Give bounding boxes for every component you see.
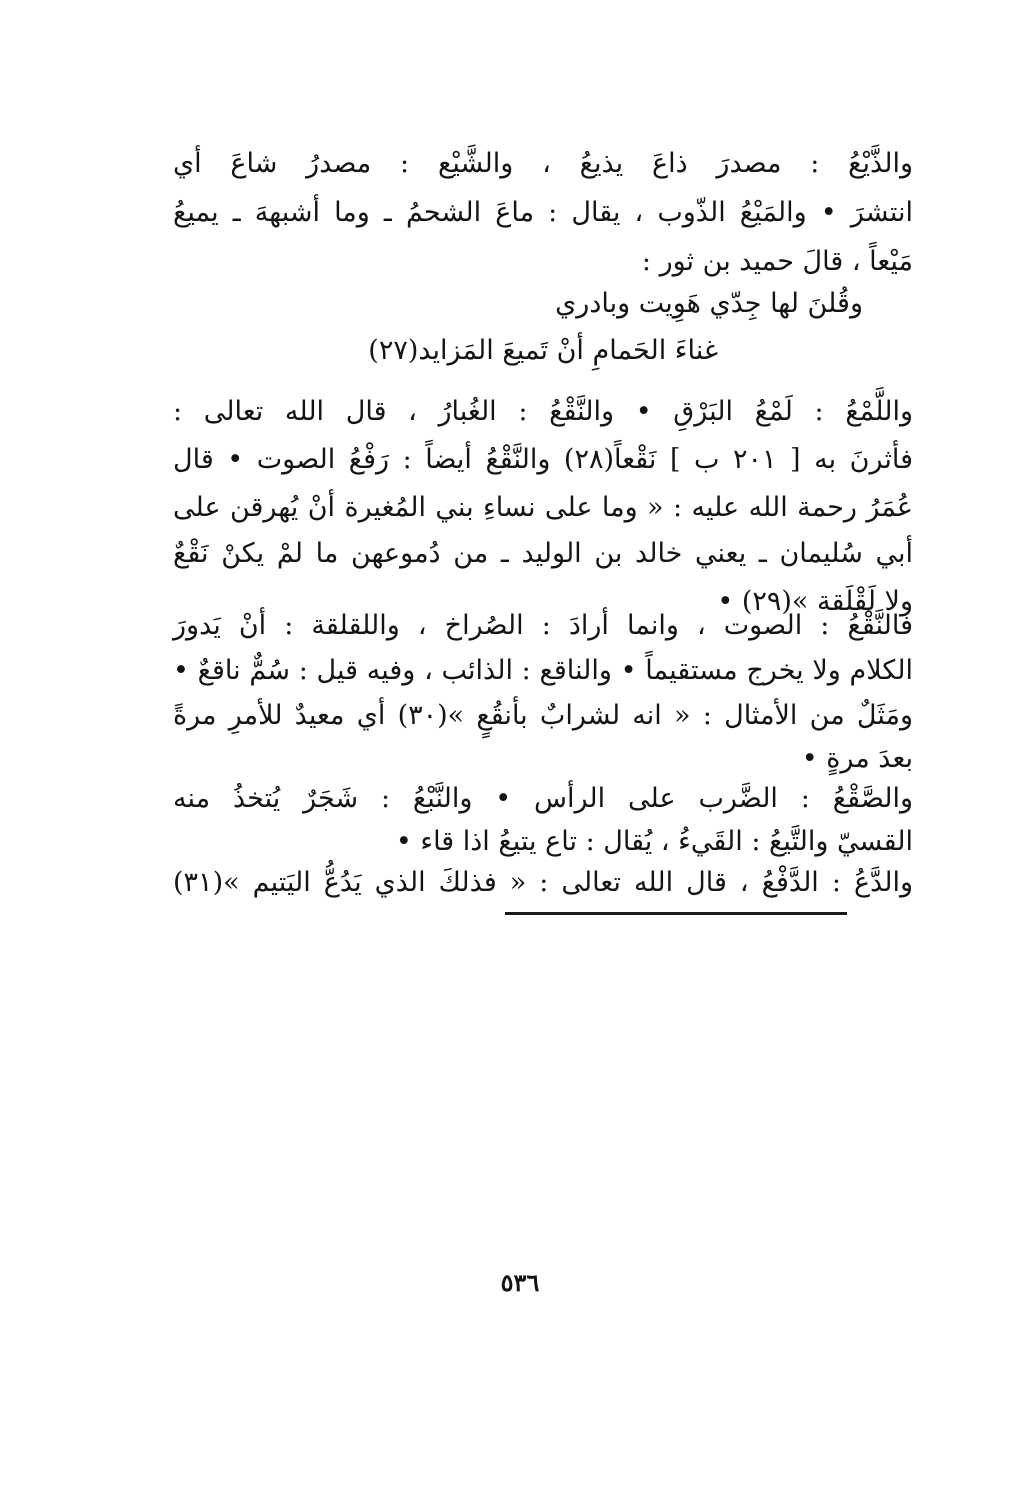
text-line-2: انتشرَ • والمَيْعُ الذّوب ، يقال : ماعَ الشحمُ ـ وما أشبههَ ـ يميعُ [173, 197, 913, 228]
text-line-12: الكلام ولا يخرج مستقيماً • والناقع : الذائب ، وفيه قيل : سُمٌّ ناقعٌ • [173, 655, 913, 686]
text-line-9: أبي سُليمان ـ يعني خالد بن الوليد ـ من دُموعهن ما لمْ يكنْ نَقْعٌ [173, 538, 913, 569]
text-line-13: ومَثَلٌ من الأمثال : « انه لشرابٌ بأنقُعٍ »(٣٠) أي معيدٌ للأمرِ مرةً [173, 700, 914, 731]
text-line-7: فأثرنَ به [ ٢٠١ ب ] نَقْعاً(٢٨) والنَّقْعُ أيضاً : رَفْعُ الصوت • قال [173, 444, 913, 475]
text-line-11: فالنَّقْعُ : الصوت ، وانما أرادَ : الصُراخ ، واللقلقة : أنْ يَدورَ [173, 610, 913, 641]
text-line-8: عُمَرُ رحمة الله عليه : « وما على نساءِ بني المُغيرة أنْ يُهرقن على [173, 492, 913, 523]
text-line-15: والصَّقْعُ : الضَّرب على الرأس • والنَّبْعُ : شَجَرٌ يُتخذُ منه [173, 783, 913, 814]
text-line-3: مَيْعاً ، قالَ حميد بن ثور : [641, 246, 913, 277]
page-number: ٥٣٦ [500, 1268, 540, 1297]
text-line-17: والدَّعُ : الدَّفْعُ ، قال الله تعالى : « فذلكَ الذي يَدُعُّ اليَتيم »(٣١) [173, 867, 913, 898]
text-line-10: ولا لَقْلَقة »(٢٩) • [717, 586, 913, 617]
footnote-separator [505, 912, 847, 915]
text-line-16: القسيّ والتَّيعُ : القَيءُ ، يُقال : تاع يتيعُ اذا قاء • [395, 826, 913, 857]
verse-line-1: وقُلنَ لها جِدّي هَوِيت وبادري [555, 288, 863, 319]
text-line-6: واللَّمْعُ : لَمْعُ البَرْقِ • والنَّقْعُ : الغُبارُ ، قال الله تعالى : [173, 396, 913, 427]
text-line-1: والذَّيْعُ : مصدرَ ذاعَ يذيعُ ، والشَّيْع : مصدرُ شاعَ أي [173, 148, 913, 179]
verse-line-2: غناءَ الحَمامِ أنْ تَميعَ المَزايد(٢٧) [368, 335, 718, 366]
text-line-14: بعدَ مرةٍ • [801, 743, 913, 774]
